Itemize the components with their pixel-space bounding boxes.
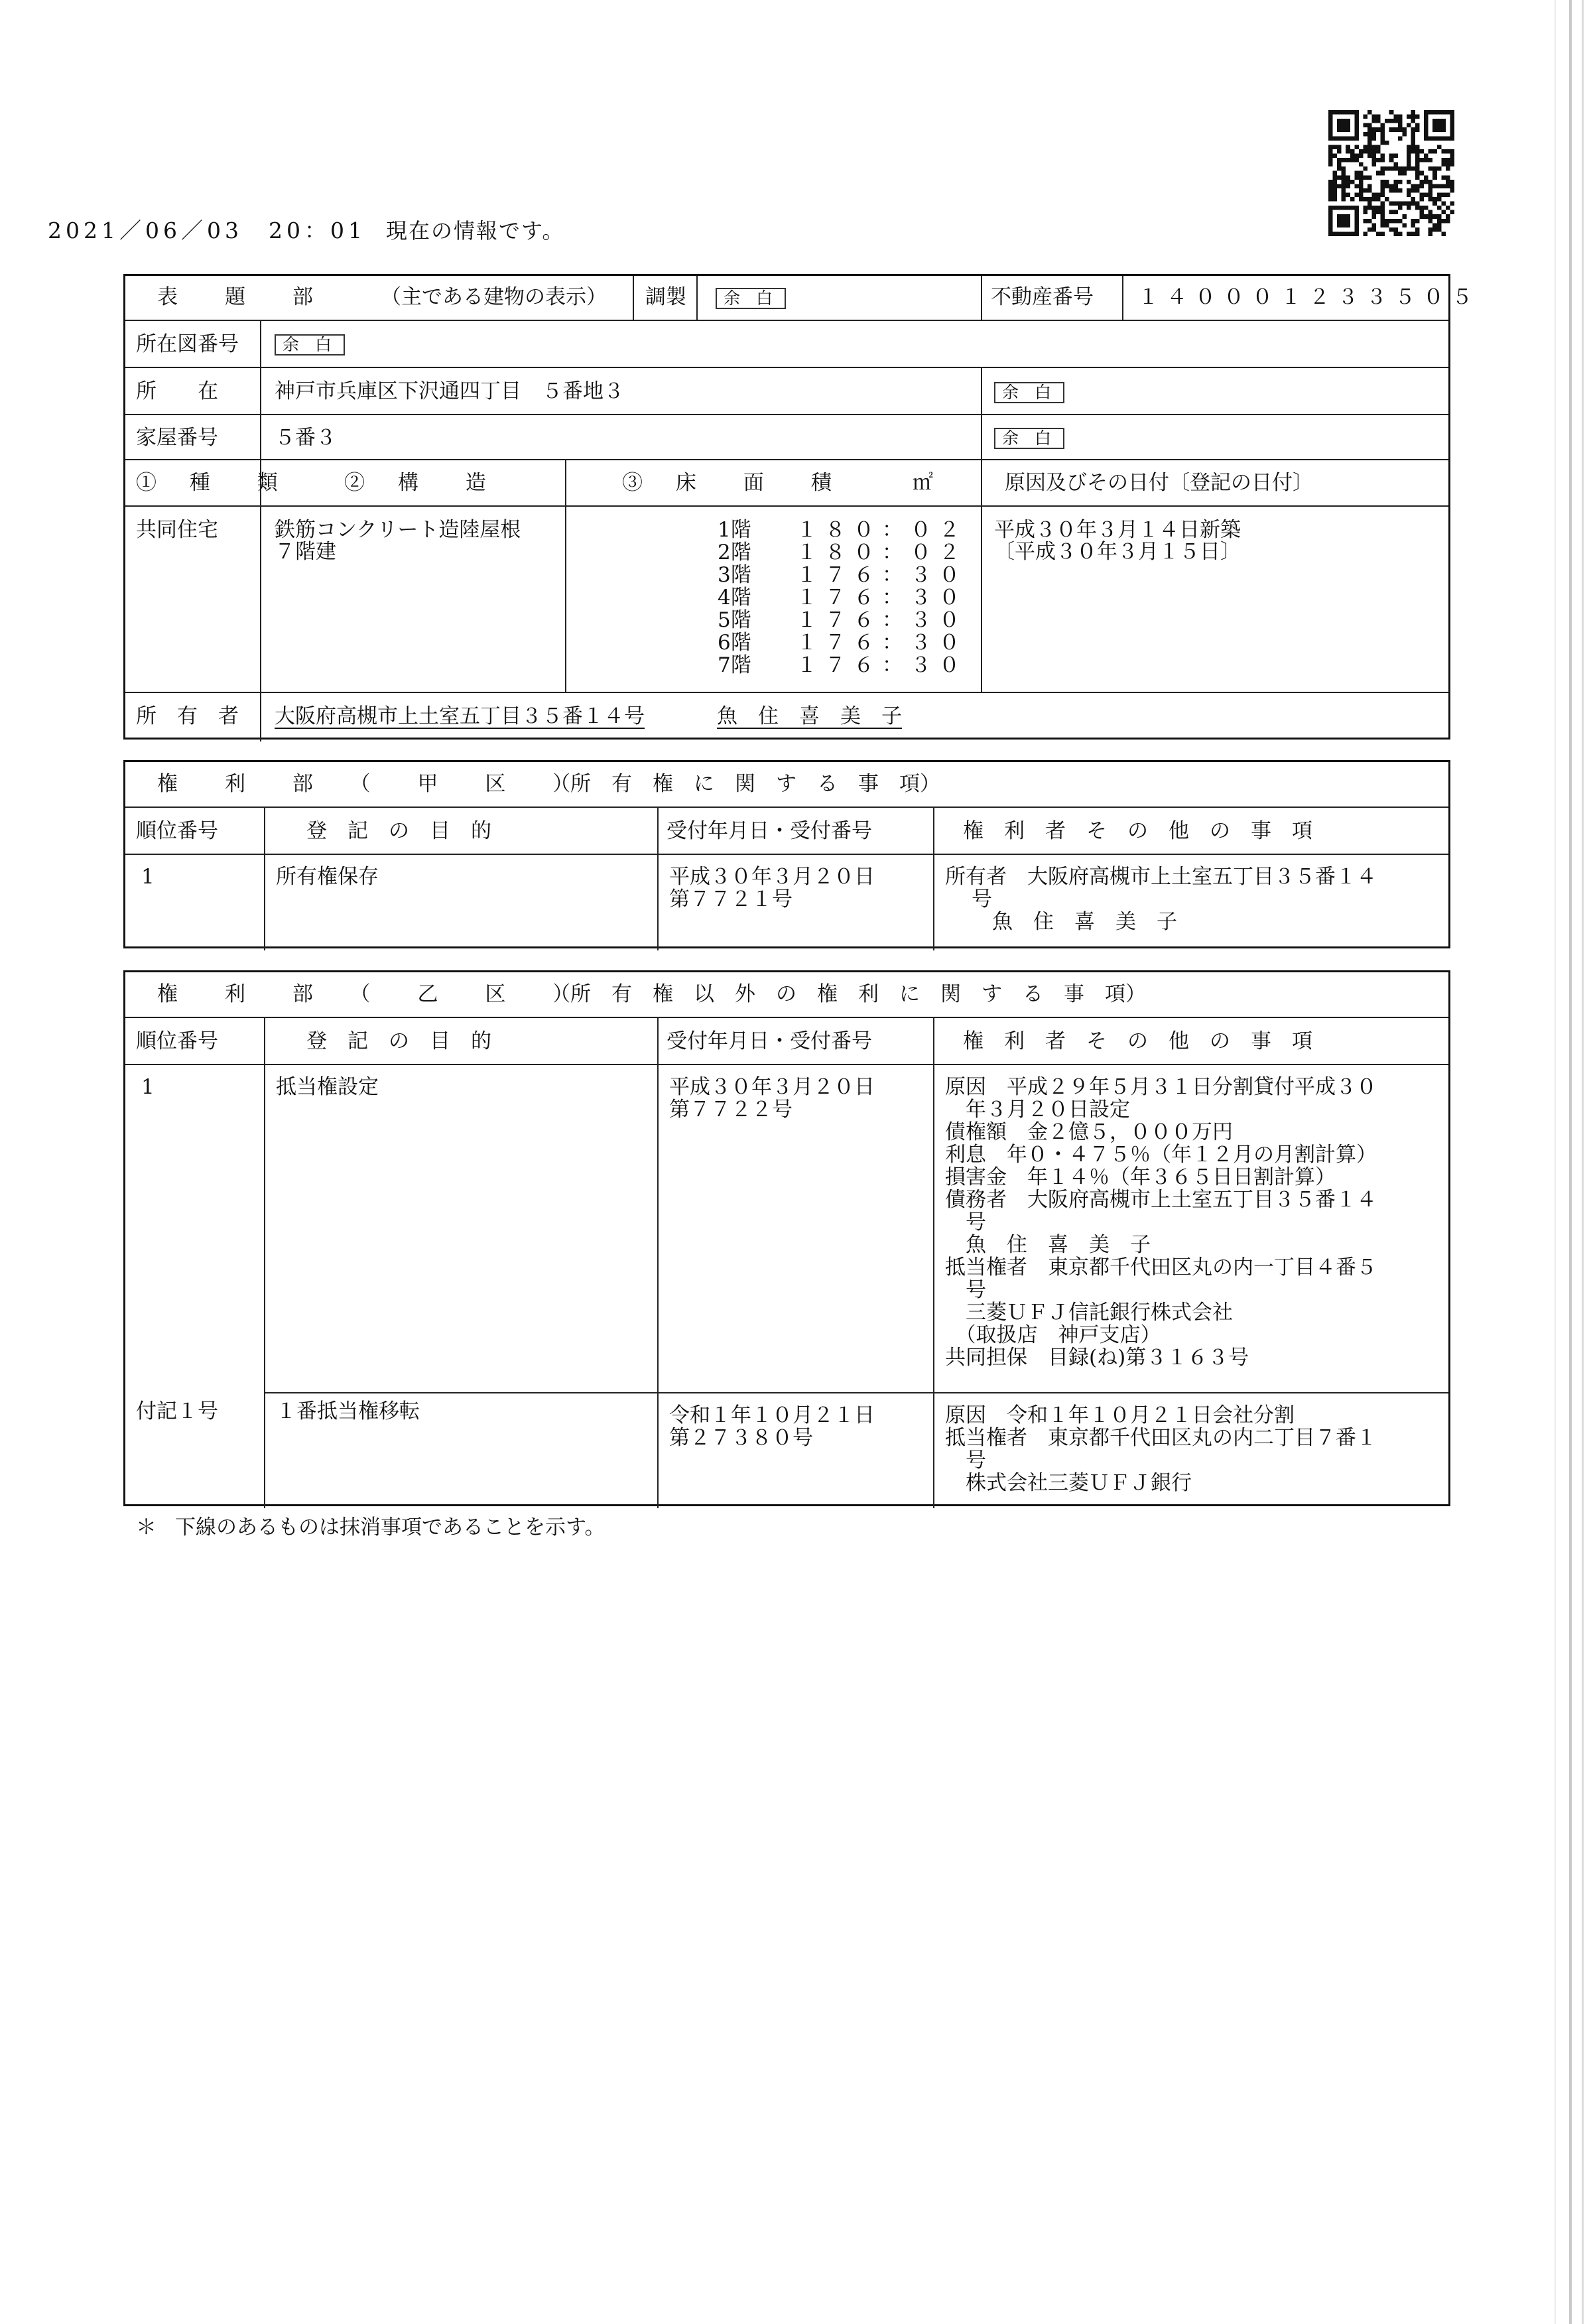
floor-area: １７６：３０ bbox=[796, 563, 968, 587]
rank: 付記１号 bbox=[136, 1399, 218, 1423]
page-edge bbox=[1582, 0, 1584, 2324]
rights-line: 抵当権者 東京都千代田区丸の内一丁目４番５ bbox=[945, 1256, 1377, 1279]
shurui-value: 共同住宅 bbox=[136, 518, 218, 542]
floor-label: 6階 bbox=[718, 631, 751, 655]
floor-area: １７６：３０ bbox=[796, 608, 968, 632]
otsuku-subtitle: （所 有 権 以 外 の 権 利 に 関 す る 事 項） bbox=[550, 982, 1146, 1006]
kouku-table bbox=[123, 760, 1450, 948]
cause-line2: 〔平成３０年３月１５日〕 bbox=[994, 540, 1241, 564]
current-info-note: 現在の情報です。 bbox=[385, 218, 565, 243]
owner-name: 魚 住 喜 美 子 bbox=[717, 704, 902, 728]
col-yukamenseki-header: ③ 床 面 積 ㎡ bbox=[622, 471, 946, 495]
owner-address: 大阪府高槻市上土室五丁目３５番１４号 bbox=[275, 704, 645, 728]
kouku-title: 権 利 部 （ 甲 区 ） bbox=[157, 772, 587, 796]
rights-line: 債権額 金２億５，０００万円 bbox=[945, 1120, 1233, 1144]
kouku-col-rank: 順位番号 bbox=[136, 819, 218, 843]
fudosan-number-label: 不動産番号 bbox=[991, 285, 1094, 309]
floor-label: 3階 bbox=[718, 563, 751, 587]
footnote-text: 下線のあるものは抹消事項であることを示す。 bbox=[175, 1516, 605, 1539]
floor-area: １７６：３０ bbox=[796, 586, 968, 610]
receipt-number: 第２７３８０号 bbox=[669, 1426, 813, 1450]
rights-line: 号 bbox=[945, 1278, 986, 1302]
hyodai-table bbox=[123, 274, 1480, 740]
hyodai-subtitle: （主である建物の表示） bbox=[381, 285, 607, 309]
rights-line: 魚 住 喜 美 子 bbox=[945, 1233, 1151, 1257]
kaoku-number-label: 家屋番号 bbox=[136, 426, 218, 450]
purpose: 所有権保存 bbox=[276, 865, 379, 889]
rights-line: 債務者 大阪府高槻市上土室五丁目３５番１４ bbox=[945, 1188, 1377, 1212]
footnote bbox=[136, 1510, 605, 1540]
page-edge bbox=[1569, 0, 1572, 2324]
asterisk-mark: ＊ bbox=[136, 1516, 157, 1539]
rights-line: 原因 平成２９年５月３１日分割貸付平成３０ bbox=[945, 1075, 1377, 1099]
qr-code bbox=[1328, 110, 1454, 236]
otsuku-col-date: 受付年月日・受付番号 bbox=[667, 1029, 872, 1053]
kozo-value-line1: 鉄筋コンクリート造陸屋根 bbox=[275, 518, 521, 542]
kozo-value-line2: ７階建 bbox=[275, 540, 336, 564]
kouku-subtitle: （所 有 権 に 関 す る 事 項） bbox=[550, 772, 940, 796]
rights-line: 原因 令和１年１０月２１日会社分割 bbox=[945, 1403, 1295, 1427]
print-datetime: 2021／06／03 20：01 bbox=[48, 218, 366, 243]
rights-line: 抵当権者 東京都千代田区丸の内二丁目７番１ bbox=[945, 1426, 1377, 1450]
otsuku-col-purpose: 登 記 の 目 的 bbox=[306, 1029, 491, 1053]
rights-line: 年３月２０日設定 bbox=[945, 1098, 1130, 1122]
receipt-date: 令和１年１０月２１日 bbox=[669, 1403, 875, 1427]
kouku-col-rights: 権 利 者 そ の 他 の 事 項 bbox=[963, 819, 1312, 843]
owner-label: 所 有 者 bbox=[136, 704, 239, 728]
floor-area: １７６：３０ bbox=[796, 653, 968, 677]
purpose: １番抵当権移転 bbox=[276, 1399, 420, 1423]
rights-line: 魚 住 喜 美 子 bbox=[972, 910, 1177, 934]
rights-line: 共同担保 目録(ね)第３１６３号 bbox=[945, 1346, 1249, 1370]
chosei-label: 調製 bbox=[645, 285, 686, 309]
rank: 1 bbox=[141, 1075, 155, 1099]
shozai-zu-label: 所在図番号 bbox=[136, 332, 239, 356]
fudosan-number: １４０００１２３３５０５ bbox=[1138, 285, 1480, 309]
rights-line: （取扱店 神戸支店） bbox=[945, 1323, 1161, 1347]
rights-line: 号 bbox=[945, 1210, 986, 1234]
floor-label: 4階 bbox=[718, 586, 751, 610]
kaoku-yohaku: 余 白 bbox=[994, 428, 1064, 449]
receipt-number: 第７７２２号 bbox=[669, 1098, 793, 1122]
shozai-value: 神戸市兵庫区下沢通四丁目 ５番地３ bbox=[275, 379, 624, 403]
floor-label: 1階 bbox=[718, 518, 751, 542]
floor-area: １８０：０２ bbox=[796, 541, 968, 564]
floor-area: １７６：３０ bbox=[796, 631, 968, 655]
floor-label: 7階 bbox=[718, 653, 751, 677]
rank: 1 bbox=[141, 865, 155, 889]
floor-area: １８０：０２ bbox=[796, 518, 968, 542]
shozai-label: 所 在 bbox=[136, 379, 218, 403]
rights-line: 号 bbox=[945, 1449, 986, 1472]
col-shurui-header: ① 種 類 bbox=[136, 471, 291, 495]
otsuku-title: 権 利 部 （ 乙 区 ） bbox=[157, 982, 587, 1006]
receipt-date: 平成３０年３月２０日 bbox=[669, 865, 875, 889]
cause-line1: 平成３０年３月１４日新築 bbox=[994, 518, 1241, 542]
col-cause-header: 原因及びその日付〔登記の日付〕 bbox=[1005, 471, 1313, 495]
receipt-date: 平成３０年３月２０日 bbox=[669, 1075, 875, 1099]
print-header bbox=[48, 214, 564, 245]
col-kozo-header: ② 構 造 bbox=[344, 471, 499, 495]
rights-line: 損害金 年１４％（年３６５日日割計算） bbox=[945, 1165, 1336, 1189]
kaoku-number: ５番３ bbox=[275, 426, 336, 450]
rights-line: 利息 年０・４７５％（年１２月の月割計算） bbox=[945, 1143, 1377, 1167]
floor-label: 5階 bbox=[718, 608, 751, 632]
otsuku-col-rank: 順位番号 bbox=[136, 1029, 218, 1053]
rights-line: 号 bbox=[972, 887, 992, 911]
purpose: 抵当権設定 bbox=[276, 1075, 379, 1099]
rights-line: 三菱ＵＦＪ信託銀行株式会社 bbox=[945, 1301, 1233, 1324]
kouku-col-date: 受付年月日・受付番号 bbox=[667, 819, 872, 843]
rights-line: 株式会社三菱ＵＦＪ銀行 bbox=[945, 1471, 1192, 1495]
otsuku-col-rights: 権 利 者 そ の 他 の 事 項 bbox=[963, 1029, 1312, 1053]
shozai-zu-yohaku: 余 白 bbox=[275, 334, 345, 355]
shozai-yohaku: 余 白 bbox=[994, 382, 1064, 403]
otsuku-table bbox=[123, 970, 1450, 1506]
floor-label: 2階 bbox=[718, 541, 751, 564]
chosei-yohaku: 余 白 bbox=[716, 288, 786, 309]
rights-line: 所有者 大阪府高槻市上土室五丁目３５番１４ bbox=[945, 865, 1377, 889]
hyodai-title: 表 題 部 bbox=[157, 285, 326, 309]
page-edge bbox=[1555, 0, 1556, 2324]
receipt-number: 第７７２１号 bbox=[669, 887, 793, 911]
kouku-col-purpose: 登 記 の 目 的 bbox=[306, 819, 491, 843]
